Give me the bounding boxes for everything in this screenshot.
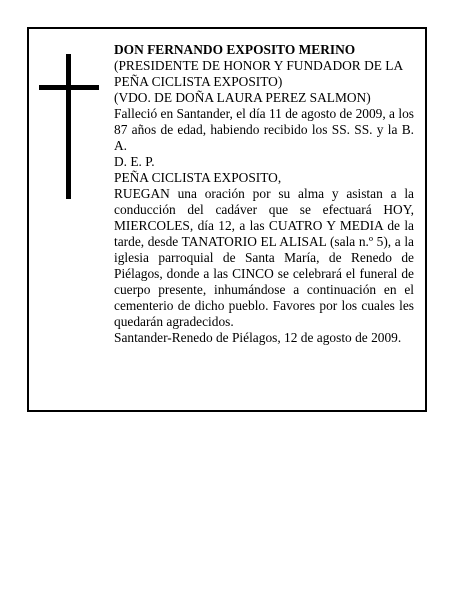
deceased-title: (PRESIDENTE DE HONOR Y FUNDADOR DE LA PEÑA CICLISTA EXPOSITO)	[114, 58, 403, 89]
rip-line: D. E. P.	[114, 154, 155, 169]
deceased-name: DON FERNANDO EXPOSITO MERINO	[114, 42, 356, 57]
cross-horizontal-bar	[39, 85, 99, 90]
obituary-text	[114, 42, 414, 346]
cross-vertical-bar	[66, 54, 71, 199]
place-date: Santander-Renedo de Piélagos, 12 de agosto de 2009.	[114, 330, 402, 345]
cross-icon	[39, 54, 99, 199]
organization-name: PEÑA CICLISTA EXPOSITO,	[114, 170, 282, 185]
widower-line: (VDO. DE DOÑA LAURA PEREZ SALMON)	[114, 90, 371, 105]
obituary-notice	[27, 27, 427, 412]
funeral-request: RUEGAN una oración por su alma y asistan a la conducción del cadáver que se efectuará HOY, MIERCOLES, día 12, a las CUATRO Y MEDIA de la tarde, desde TANATORIO EL ALISAL (sala n.º 5), a la iglesia parroquial de Santa María, de Renedo de Piélagos, donde a las CINCO se celebrará el funeral de cuerpo presente, inhumándose a continuación en el cementerio de dicho pueblo. Favores por los cuales les quedarán agradecidos.	[114, 186, 414, 329]
death-statement: Falleció en Santander, el día 11 de agosto de 2009, a los 87 años de edad, habiendo recibido los SS. SS. y la B. A.	[114, 106, 414, 153]
